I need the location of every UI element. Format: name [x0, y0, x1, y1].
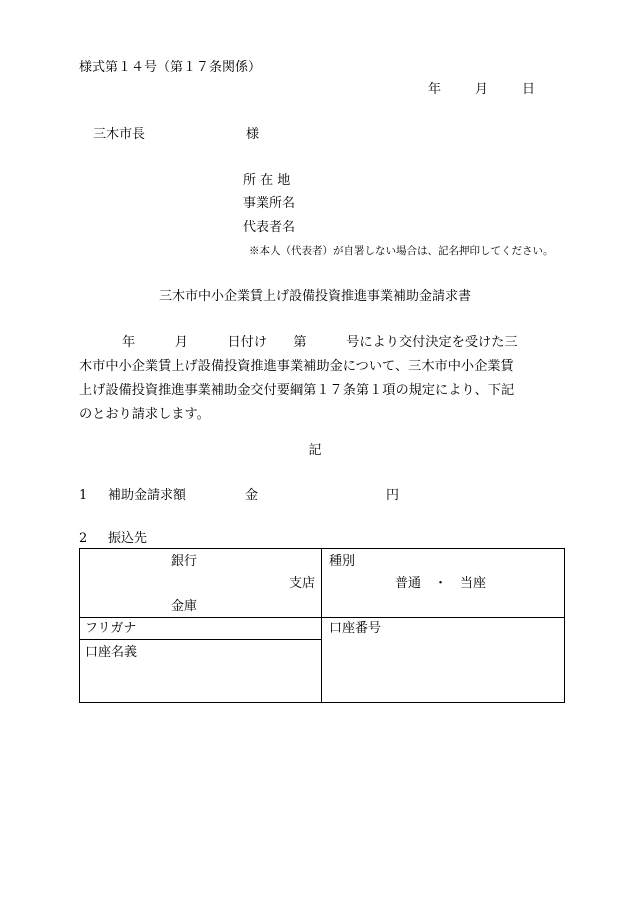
representative-label: 代表者名 — [243, 220, 296, 235]
item1-label: 補助金請求額 — [108, 488, 187, 503]
address-label: 所 在 地 — [243, 173, 291, 188]
item1-kin: 金 — [245, 488, 259, 503]
body-paragraph — [79, 331, 549, 427]
item1-yen: 円 — [386, 488, 400, 503]
date-year: 年 — [428, 82, 442, 97]
bank-label: 銀行 — [171, 554, 198, 569]
body-line-1: 年 月 日付け 第 号により交付決定を受けた三 — [122, 335, 518, 350]
date-line — [428, 82, 535, 98]
document-title: 三木市中小企業賃上げ設備投資推進事業補助金請求書 — [158, 289, 471, 304]
account-type-options: 普通 ・ 当座 — [395, 576, 487, 591]
addressee-honorific: 様 — [246, 127, 260, 142]
bank-name-cell[interactable] — [80, 549, 322, 618]
bank-transfer-table — [79, 548, 565, 703]
account-type-label: 種別 — [329, 554, 356, 569]
credit-union-label: 金庫 — [171, 599, 198, 614]
addressee-name: 三木市長 — [93, 127, 146, 142]
account-number-label: 口座番号 — [329, 621, 382, 636]
branch-label: 支店 — [289, 576, 316, 591]
account-name-cell[interactable] — [80, 640, 322, 703]
ki-heading: 記 — [308, 443, 322, 458]
account-number-cell[interactable] — [322, 618, 565, 703]
account-type-cell[interactable] — [322, 549, 565, 618]
form-number: 様式第１４号（第１７条関係） — [79, 60, 262, 75]
signature-note: ※本人（代表者）が自署しない場合は、記名押印してください。 — [249, 245, 554, 257]
body-line-2: 木市中小企業賃上げ設備投資推進事業補助金について、三木市中小企業賃 — [79, 359, 514, 374]
business-name-label: 事業所名 — [243, 196, 296, 211]
body-line-4: のとおり請求します。 — [79, 407, 210, 422]
furigana-label: フリガナ — [85, 621, 137, 636]
date-day: 日 — [522, 82, 536, 97]
body-line-3: 上げ設備投資推進事業補助金交付要綱第１７条第１項の規定により、下記 — [79, 383, 515, 398]
item2-label: 振込先 — [108, 531, 148, 546]
account-name-label: 口座名義 — [85, 645, 138, 660]
item2-number: 2 — [79, 531, 88, 546]
item1-number: 1 — [79, 488, 88, 503]
furigana-cell[interactable] — [80, 618, 322, 640]
date-month: 月 — [475, 82, 489, 97]
